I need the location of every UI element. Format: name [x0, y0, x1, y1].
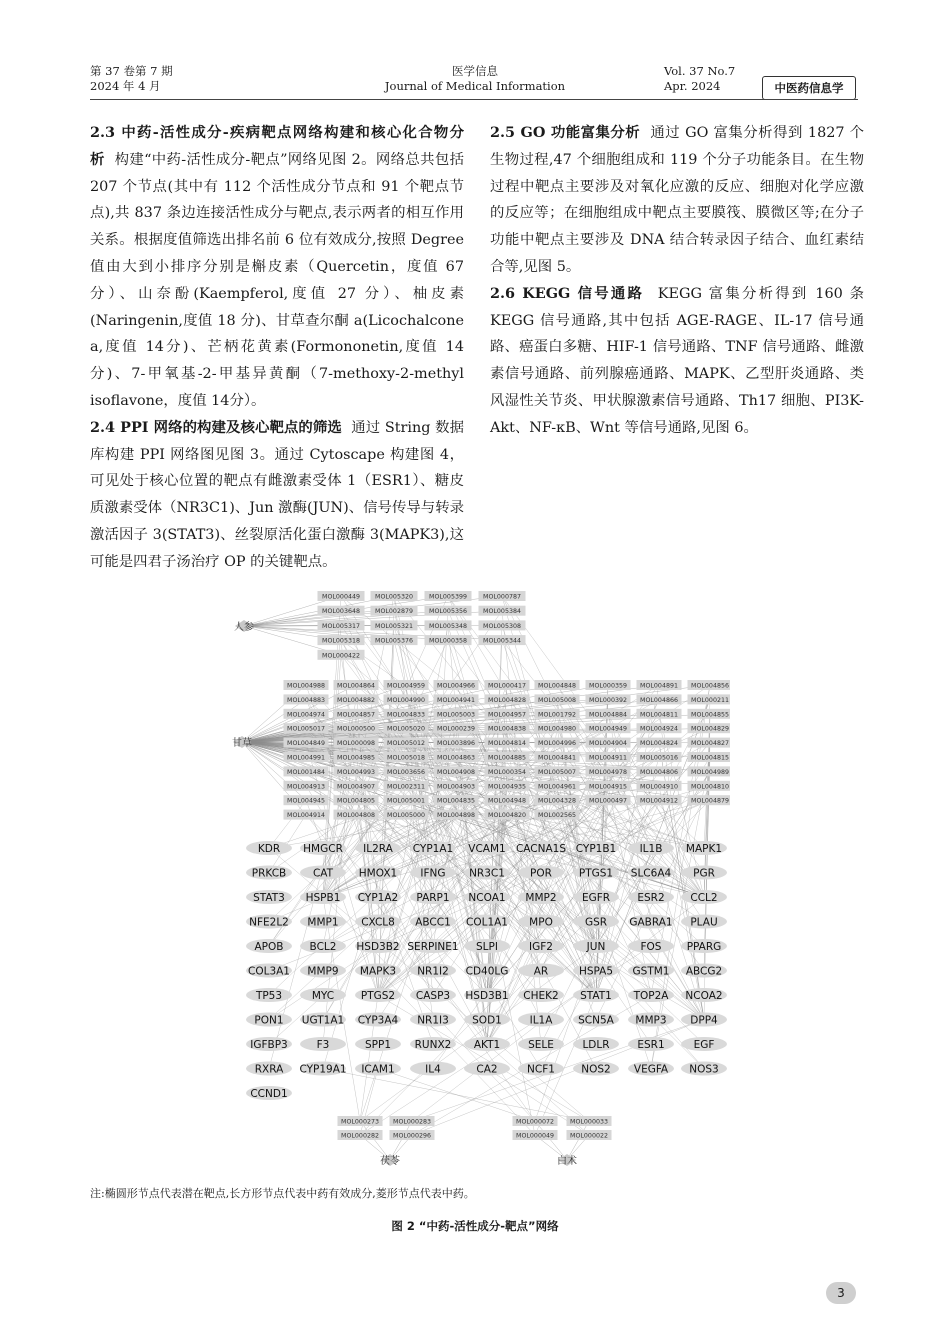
target-label: SERPINE1 [407, 940, 459, 953]
target-label: SCN5A [578, 1014, 614, 1027]
compound-label: MOL004949 [589, 725, 627, 733]
compound-label: MOL002565 [538, 812, 576, 820]
compound-label: MOL005384 [483, 608, 521, 616]
section-2-5 [490, 120, 864, 281]
section-2-4 [90, 415, 464, 576]
compound-label: MOL004948 [488, 797, 526, 805]
target-label: NOS3 [689, 1063, 719, 1076]
compound-label: MOL005017 [287, 725, 325, 733]
target-label: HMOX1 [358, 867, 398, 880]
compound-label: MOL004891 [640, 682, 678, 690]
page-number: 3 [826, 1282, 856, 1304]
target-label: MMP1 [307, 916, 339, 929]
network-edge [567, 1121, 589, 1160]
target-label: CD40LG [465, 965, 509, 978]
compound-label: MOL000296 [393, 1132, 431, 1140]
target-label: AKT1 [473, 1038, 501, 1051]
target-label: IL2RA [363, 842, 393, 855]
target-label: IL4 [425, 1063, 441, 1076]
target-label: MAPK3 [359, 965, 397, 978]
figure-note: 注:椭圆形节点代表潜在靶点,长方形节点代表中药有效成分,菱形节点代表中药。 [90, 1187, 475, 1200]
network-edge [535, 1121, 567, 1160]
compound-label: MOL004811 [640, 711, 678, 719]
target-label: F3 [316, 1038, 330, 1051]
target-label: MMP9 [307, 965, 339, 978]
compound-label: MOL004328 [538, 797, 576, 805]
compound-label: MOL005008 [538, 696, 576, 704]
target-label: IL1A [529, 1014, 553, 1027]
compound-label: MOL004966 [437, 682, 475, 690]
section-2-6 [490, 281, 864, 442]
compound-label: MOL004838 [488, 725, 526, 733]
compound-label: MOL005308 [483, 622, 521, 630]
compound-label: MOL004924 [640, 725, 678, 733]
target-label: ESR2 [637, 891, 665, 904]
section-2-3 [90, 120, 464, 415]
target-label: CYP1B1 [575, 842, 617, 855]
compound-label: MOL005012 [387, 740, 425, 748]
compound-label: MOL000417 [488, 682, 526, 690]
target-label: MYC [311, 989, 335, 1002]
compound-label: MOL003896 [437, 740, 475, 748]
compound-label: MOL004989 [691, 768, 729, 776]
compound-label: MOL004990 [387, 696, 425, 704]
compound-label: MOL000422 [322, 652, 360, 660]
compound-label: MOL004808 [337, 812, 375, 820]
target-label: PTGS1 [578, 867, 614, 880]
compound-label: MOL004857 [337, 711, 375, 719]
compound-label: MOL004912 [640, 797, 678, 805]
network-edge [323, 1069, 589, 1122]
compound-label: MOL004915 [589, 783, 627, 791]
target-label: RXRA [254, 1063, 284, 1076]
target-label: LDLR [582, 1038, 610, 1051]
compound-label: MOL005001 [387, 797, 425, 805]
target-label: APOB [254, 940, 284, 953]
compound-label: MOL004957 [488, 711, 526, 719]
target-label: NFE2L2 [249, 916, 289, 929]
compound-label: MOL004863 [437, 754, 475, 762]
target-label: SLC6A4 [630, 867, 672, 880]
compound-label: MOL004824 [640, 740, 678, 748]
compound-label: MOL004848 [538, 682, 576, 690]
section-2-3-heading: 2.3 中药-活性成分-疾病靶点网络构建和核心化合物分析 [90, 124, 464, 168]
compound-label: MOL004941 [437, 696, 475, 704]
compound-label: MOL001792 [538, 711, 576, 719]
compound-label: MOL004914 [287, 812, 325, 820]
section-2-6-heading: 2.6 KEGG 信号通路 [490, 284, 645, 302]
herb-label: 白术 [557, 1156, 577, 1167]
compound-label: MOL000358 [429, 637, 467, 645]
target-label: MMP2 [525, 891, 557, 904]
header-right [664, 64, 735, 94]
target-label: NR3C1 [469, 867, 505, 880]
compound-label: MOL004904 [589, 740, 627, 748]
target-label: STAT1 [580, 989, 612, 1002]
herb-label: 茯苓 [380, 1156, 400, 1167]
target-label: CHEK2 [523, 989, 559, 1002]
target-label: NCF1 [527, 1063, 555, 1076]
journal-name-en: Journal of Medical Information [384, 79, 566, 93]
compound-label: MOL004820 [488, 812, 526, 820]
compound-label: MOL004978 [589, 768, 627, 776]
compound-label: MOL004841 [538, 754, 576, 762]
target-label: ABCC1 [415, 916, 451, 929]
compound-label: MOL004974 [287, 711, 325, 719]
compound-label: MOL005376 [375, 637, 413, 645]
compound-label: MOL000049 [516, 1132, 554, 1140]
compound-label: MOL005321 [375, 622, 413, 630]
compound-label: MOL004856 [691, 682, 729, 690]
target-label: FOS [640, 940, 662, 953]
target-label: PARP1 [416, 891, 450, 904]
target-label: ICAM1 [361, 1063, 395, 1076]
section-2-4-text: 通过 String 数据库构建 PPI 网络图见图 3。通过 Cytoscape 构建图 4，可见处于核心位置的靶点有雌激素受体 1（ESR1）、糖皮质激素受体（NR3C1)、Jun 激酶(JUN)、信号传导与转录激活因子 3(STAT3)、丝裂原活化蛋白激酶 3(MAPK3),这可能是四君子汤治疗 OP 的关键靶点。 [90, 419, 464, 570]
compound-label: MOL000354 [488, 768, 526, 776]
compound-label: MOL004864 [337, 682, 375, 690]
compound-label: MOL004810 [691, 783, 729, 791]
section-2-5-heading: 2.5 GO 功能富集分析 [490, 124, 641, 141]
target-label: NOS2 [581, 1063, 611, 1076]
target-label: MMP3 [635, 1014, 667, 1027]
target-label: HSD3B2 [356, 940, 400, 953]
network-edge [323, 897, 360, 1121]
compound-label: MOL000497 [589, 797, 627, 805]
compound-label: MOL000392 [589, 696, 627, 704]
compound-label: MOL004996 [538, 740, 576, 748]
target-label: AR [533, 965, 549, 978]
compound-label: MOL004908 [437, 768, 475, 776]
target-label: NCOA1 [468, 891, 506, 904]
compound-label: MOL000273 [341, 1118, 379, 1126]
network-edge [269, 800, 306, 848]
compound-label: MOL000211 [691, 696, 729, 704]
compound-label: MOL005399 [429, 593, 467, 601]
compound-label: MOL000787 [483, 593, 521, 601]
compound-label: MOL000449 [322, 593, 360, 601]
network-nodes [232, 591, 730, 1167]
compound-label: MOL004835 [437, 797, 475, 805]
compound-label: MOL005018 [387, 754, 425, 762]
section-badge: 中医药信息学 [762, 76, 856, 100]
network-figure [222, 585, 730, 1175]
network-edge [412, 1020, 704, 1136]
target-label: BCL2 [309, 940, 337, 953]
target-label: TOP2A [633, 989, 669, 1002]
target-label: SELE [528, 1038, 554, 1051]
publish-date: 2024 年 4 月 [90, 79, 161, 93]
compound-label: MOL004806 [640, 768, 678, 776]
compound-label: MOL004866 [640, 696, 678, 704]
target-label: COL3A1 [248, 965, 290, 978]
compound-label: MOL004913 [287, 783, 325, 791]
target-label: GABRA1 [629, 916, 673, 929]
target-label: HSPB1 [305, 891, 341, 904]
compound-label: MOL003648 [322, 608, 360, 616]
compound-label: MOL004991 [287, 754, 325, 762]
target-label: PGR [693, 867, 715, 880]
target-label: EGFR [581, 891, 611, 904]
target-label: CYP1A2 [357, 891, 399, 904]
compound-label: MOL004833 [387, 711, 425, 719]
target-label: NCOA2 [685, 989, 723, 1002]
herb-label: 甘草 [232, 738, 252, 749]
target-label: MAPK1 [685, 842, 723, 855]
target-label: SLPI [476, 940, 498, 953]
compound-label: MOL004827 [691, 740, 729, 748]
target-label: COL1A1 [466, 916, 508, 929]
target-label: IL1B [639, 842, 663, 855]
target-label: EGF [693, 1038, 715, 1051]
compound-label: MOL001484 [287, 768, 325, 776]
compound-label: MOL004959 [387, 682, 425, 690]
target-label: GSR [584, 916, 608, 929]
compound-label: MOL004898 [437, 812, 475, 820]
target-label: NR1I3 [417, 1014, 449, 1027]
target-label: KDR [257, 842, 281, 855]
target-label: JUN [586, 940, 606, 953]
compound-label: MOL005016 [640, 754, 678, 762]
herb-label: 人参 [234, 622, 254, 633]
target-label: CCND1 [250, 1087, 288, 1100]
compound-label: MOL004829 [691, 725, 729, 733]
compound-label: MOL004849 [287, 740, 325, 748]
compound-label: MOL005000 [387, 812, 425, 820]
compound-label: MOL000022 [570, 1132, 608, 1140]
figure-caption: 图 2 “中药-活性成分-靶点”网络 [391, 1219, 559, 1233]
date-en: Apr. 2024 [664, 79, 721, 93]
compound-label: MOL004945 [287, 797, 325, 805]
compound-label: MOL005344 [483, 637, 521, 645]
section-2-5-text: 通过 GO 富集分析得到 1827 个生物过程,47 个细胞组成和 119 个分子功能条目。在生物过程中靶点主要涉及对氧化应激的反应、细胞对化学应激的反应等；在细胞组成中靶点主要膜筏、膜微区等;在分子功能中靶点主要涉及 DNA 结合转录因子结合、血红素结合等,见图 5。 [490, 125, 864, 275]
target-label: HSPA5 [578, 965, 614, 978]
compound-label: MOL004815 [691, 754, 729, 762]
network-edge [360, 1121, 390, 1160]
network-edge [390, 1121, 412, 1160]
target-label: PTGS2 [360, 989, 396, 1002]
compound-label: MOL004993 [337, 768, 375, 776]
target-label: RUNX2 [414, 1038, 452, 1051]
journal-name-cn: 医学信息 [452, 64, 498, 78]
target-label: CYP1A1 [412, 842, 454, 855]
compound-label: MOL004814 [488, 740, 526, 748]
target-label: MPO [529, 916, 553, 929]
target-label: TP53 [255, 989, 283, 1002]
compound-label: MOL000033 [570, 1118, 608, 1126]
compound-label: MOL004907 [337, 783, 375, 791]
compound-label: MOL000359 [589, 682, 627, 690]
compound-label: MOL000282 [341, 1132, 379, 1140]
compound-label: MOL004828 [488, 696, 526, 704]
target-label: SOD1 [472, 1014, 502, 1027]
compound-label: MOL000283 [393, 1118, 431, 1126]
header-divider [90, 99, 858, 100]
target-label: IFNG [420, 867, 446, 880]
target-label: VCAM1 [468, 842, 506, 855]
compound-label: MOL004885 [488, 754, 526, 762]
compound-label: MOL000500 [337, 725, 375, 733]
left-column [90, 120, 464, 576]
compound-label: MOL000072 [516, 1118, 554, 1126]
target-label: PRKCB [251, 867, 287, 880]
compound-label: MOL004879 [691, 797, 729, 805]
compound-label: MOL000098 [337, 740, 375, 748]
target-label: CYP19A1 [299, 1063, 347, 1076]
target-label: SPP1 [364, 1038, 392, 1051]
network-edge [357, 897, 433, 1121]
volume-en: Vol. 37 No.7 [664, 64, 736, 78]
target-label: IGF2 [529, 940, 553, 953]
compound-label: MOL005318 [322, 637, 360, 645]
compound-label: MOL004961 [538, 783, 576, 791]
target-label: CAT [312, 867, 334, 880]
target-label: PPARG [686, 940, 722, 953]
compound-label: MOL005317 [322, 622, 360, 630]
compound-label: MOL005320 [375, 593, 413, 601]
target-label: CASP3 [415, 989, 451, 1002]
compound-label: MOL002879 [375, 608, 413, 616]
target-label: PLAU [690, 916, 718, 929]
compound-label: MOL004883 [287, 696, 325, 704]
compound-label: MOL004910 [640, 783, 678, 791]
compound-label: MOL004988 [287, 682, 325, 690]
target-label: HSD3B1 [465, 989, 509, 1002]
compound-label: MOL004911 [589, 754, 627, 762]
target-label: CCL2 [690, 891, 718, 904]
target-label: VEGFA [633, 1063, 669, 1076]
target-label: GSTM1 [632, 965, 670, 978]
compound-label: MOL005020 [387, 725, 425, 733]
compound-label: MOL004903 [437, 783, 475, 791]
target-label: HMGCR [303, 842, 343, 855]
section-2-3-text: 构建“中药-活性成分-靶点”网络见图 2。网络总共包括 207 个节点(其中有 112 个活性成分节点和 91 个靶点节点),共 837 条边连接活性成分与靶点,表示两者的相互作用关系。根据度值筛选出排名前 6 位有效成分,按照 Degree 值由大到小排序分别是槲皮素（Quercetin，度值 67 分）、山奈酚(Kaempferol,度值 27 分）、柚皮素(Naringenin,度值 18 分)、甘草查尔酮 a(Licochalcone a,度值 14分)、芒柄花黄素(Formononetin,度值 14 分)、7-甲氧基-2-甲基异黄酮（7-methoxy-2-methyl isoflavone，度值 14分）。 [90, 151, 464, 409]
target-label: CYP3A4 [357, 1014, 399, 1027]
target-label: POR [530, 867, 552, 880]
right-column [490, 120, 864, 442]
volume-issue: 第 37 卷第 7 期 [90, 64, 173, 78]
target-label: CACNA1S [515, 842, 567, 855]
compound-label: MOL004980 [538, 725, 576, 733]
compound-label: MOL002311 [387, 783, 425, 791]
compound-label: MOL004805 [337, 797, 375, 805]
target-label: CA2 [476, 1063, 498, 1076]
compound-label: MOL005356 [429, 608, 467, 616]
target-label: DPP4 [690, 1014, 718, 1027]
compound-label: MOL004882 [337, 696, 375, 704]
target-label: ABCG2 [685, 965, 723, 978]
compound-label: MOL005003 [437, 711, 475, 719]
section-2-4-heading: 2.4 PPI 网络的构建及核心靶点的筛选 [90, 418, 342, 436]
compound-label: MOL003656 [387, 768, 425, 776]
compound-label: MOL004935 [488, 783, 526, 791]
compound-label: MOL004855 [691, 711, 729, 719]
target-label: ESR1 [637, 1038, 665, 1051]
target-label: IGFBP3 [250, 1038, 288, 1051]
compound-label: MOL005007 [538, 768, 576, 776]
target-label: CXCL8 [361, 916, 395, 929]
compound-label: MOL004985 [337, 754, 375, 762]
target-label: STAT3 [253, 891, 285, 904]
compound-label: MOL005348 [429, 622, 467, 630]
target-label: NR1I2 [417, 965, 449, 978]
target-label: PON1 [254, 1014, 284, 1027]
target-label: UGT1A1 [301, 1014, 345, 1027]
section-2-6-text: KEGG 富集分析得到 160 条 KEGG 信号通路,其中包括 AGE-RAGE、IL-17 信号通路、癌蛋白多糖、HIF-1 信号通路、TNF 信号通路、雌激素信号通路、前列腺癌通路、MAPK、乙型肝炎通路、类风湿性关节炎、甲状腺激素信号通路、Th17 细胞、PI3K-Akt、NF-κB、Wnt 等信号通路,见图 6。 [490, 285, 864, 436]
compound-label: MOL004884 [589, 711, 627, 719]
compound-label: MOL000239 [437, 725, 475, 733]
